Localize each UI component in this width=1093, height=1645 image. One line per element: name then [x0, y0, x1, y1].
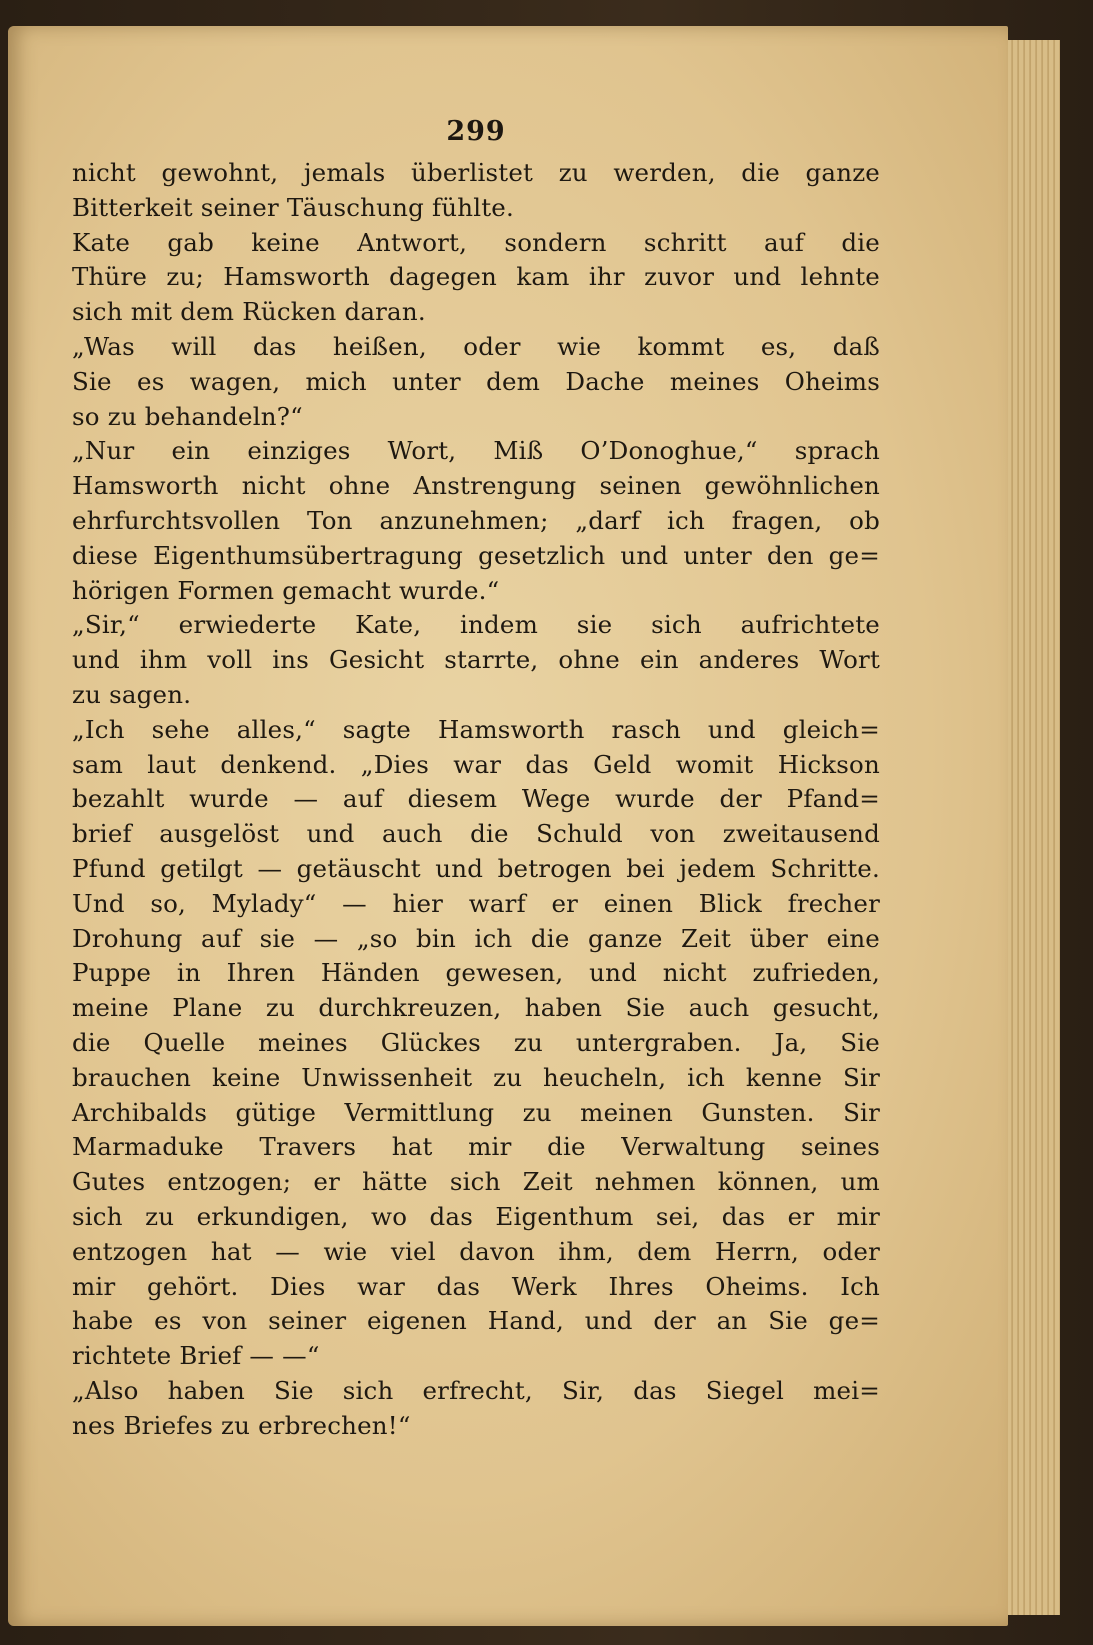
text-line: hörigen Formen gemacht wurde.“	[72, 575, 500, 605]
text-line: Thüre zu; Hamsworth dagegen kam ihr zuvor und lehnte	[72, 262, 880, 292]
text-line: mir gehört. Dies war das Werk Ihres Oheims. Ich	[72, 1271, 880, 1301]
text-line: so zu behandeln?“	[72, 401, 303, 431]
text-line: meine Plane zu durchkreuzen, haben Sie auch gesucht,	[72, 993, 880, 1023]
text-line: zu sagen.	[72, 679, 192, 709]
text-line: Drohung auf sie — „so bin ich die ganze Zeit über eine	[72, 923, 880, 953]
text-line: richtete Brief — —“	[72, 1341, 320, 1371]
text-line: Pfund getilgt — getäuscht und betrogen bei jedem Schritte.	[72, 853, 880, 883]
text-line: Gutes entzogen; er hätte sich Zeit nehmen können, um	[72, 1167, 880, 1197]
text-line: Archibalds gütige Vermittlung zu meinen Gunsten. Sir	[72, 1097, 880, 1127]
text-line: Marmaduke Travers hat mir die Verwaltung seines	[72, 1132, 880, 1162]
text-line: „Nur ein einziges Wort, Miß O’Donoghue,“ sprach	[72, 436, 880, 466]
text-line: Kate gab keine Antwort, sondern schritt auf die	[72, 227, 880, 257]
text-line: Sie es wagen, mich unter dem Dache meines Oheims	[72, 366, 880, 396]
text-line: habe es von seiner eigenen Hand, und der an Sie ge=	[72, 1306, 880, 1336]
text-line: entzogen hat — wie viel davon ihm, dem Herrn, oder	[72, 1236, 880, 1266]
text-line: nes Briefes zu erbrechen!“	[72, 1410, 411, 1440]
text-line: „Sir,“ erwiederte Kate, indem sie sich aufrichtete	[72, 610, 880, 640]
text-line: diese Eigenthumsübertragung gesetzlich und unter den ge=	[72, 540, 880, 570]
text-line: Und so, Mylady“ — hier warf er einen Blick frecher	[72, 888, 880, 918]
text-line: „Was will das heißen, oder wie kommt es, daß	[72, 331, 880, 361]
text-line: Bitterkeit seiner Täuschung fühlte.	[72, 192, 514, 222]
text-line: sich zu erkundigen, wo das Eigenthum sei, das er mir	[72, 1201, 880, 1231]
text-line: brief ausgelöst und auch die Schuld von zweitausend	[72, 819, 880, 849]
text-line: und ihm voll ins Gesicht starrte, ohne ein anderes Wort	[72, 645, 880, 675]
text-line: sam laut denkend. „Dies war das Geld womit Hickson	[72, 749, 880, 779]
page-number: 299	[446, 116, 506, 147]
text-line: sich mit dem Rücken daran.	[72, 297, 426, 327]
page-edges	[1000, 40, 1060, 1615]
text-line: bezahlt wurde — auf diesem Wege wurde der Pfand=	[72, 784, 880, 814]
text-line: nicht gewohnt, jemals überlistet zu werden, die ganze	[72, 158, 880, 187]
text-line: Hamsworth nicht ohne Anstrengung seinen gewöhnlichen	[72, 471, 880, 501]
text-line: „Ich sehe alles,“ sagte Hamsworth rasch und gleich=	[72, 714, 880, 744]
text-line: brauchen keine Unwissenheit zu heucheln, ich kenne Sir	[72, 1062, 880, 1092]
page-text	[72, 112, 880, 1443]
text-line: ehrfurchtsvollen Ton anzunehmen; „darf ich fragen, ob	[72, 505, 880, 535]
text-line: Puppe in Ihren Händen gewesen, und nicht zufrieden,	[72, 958, 880, 988]
text-lines	[72, 156, 880, 1443]
text-line: „Also haben Sie sich erfrecht, Sir, das Siegel mei=	[72, 1375, 880, 1405]
text-line: die Quelle meines Glückes zu untergraben. Ja, Sie	[72, 1027, 880, 1057]
